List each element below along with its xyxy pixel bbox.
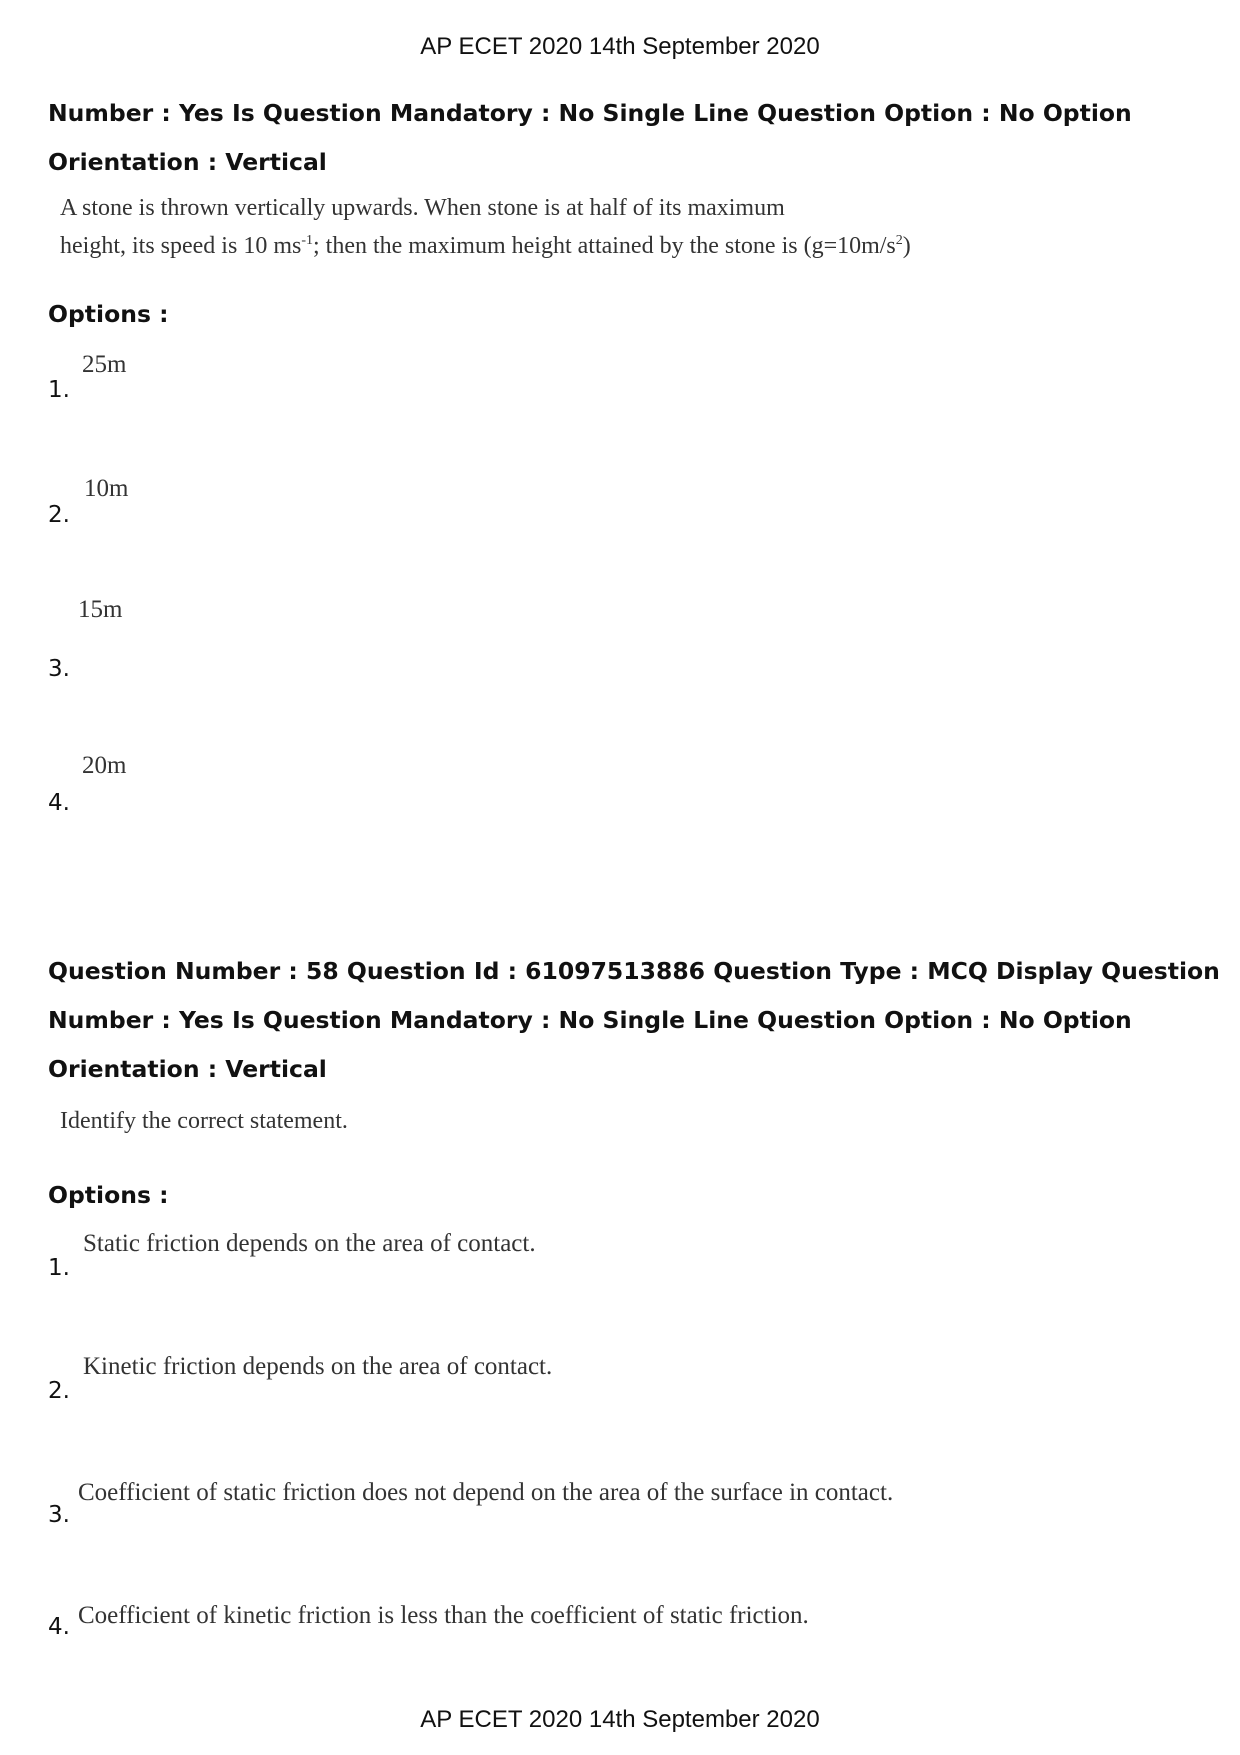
q57-options-label: Options : <box>48 300 169 328</box>
q57-question-text-line-1: A stone is thrown vertically upwards. When stone is at half of its maximum <box>60 195 785 221</box>
q57-option-3-text: 15m <box>78 596 123 623</box>
q58-option-1-number: 1. <box>48 1255 70 1281</box>
q57-question-text-line-2 <box>60 233 911 260</box>
q58-options-label: Options : <box>48 1181 169 1209</box>
q58-meta-line-1: Question Number : 58 Question Id : 61097513886 Question Type : MCQ Display Question <box>48 957 1220 985</box>
q58-option-4-text: Coefficient of kinetic friction is less than the coefficient of static friction. <box>78 1602 809 1629</box>
page-header: AP ECET 2020 14th September 2020 <box>420 33 820 60</box>
q58-option-3-number: 3. <box>48 1502 70 1528</box>
q58-meta-line-2: Number : Yes Is Question Mandatory : No Single Line Question Option : No Option <box>48 1006 1132 1034</box>
q58-option-4-number: 4. <box>48 1614 70 1640</box>
q57-option-4-text: 20m <box>82 752 127 779</box>
q57-option-2-text: 10m <box>84 475 129 502</box>
q58-option-3-text: Coefficient of static friction does not depend on the area of the surface in contact. <box>78 1479 894 1506</box>
q58-question-text: Identify the correct statement. <box>60 1108 348 1134</box>
q58-option-2-number: 2. <box>48 1378 70 1404</box>
q57-option-2-number: 2. <box>48 502 70 528</box>
q58-option-2-text: Kinetic friction depends on the area of contact. <box>83 1353 553 1380</box>
q58-option-1-text: Static friction depends on the area of contact. <box>83 1230 536 1257</box>
q57-text-part-c: ) <box>902 233 911 259</box>
q57-option-3-number: 3. <box>48 656 70 682</box>
q57-option-1-number: 1. <box>48 377 70 403</box>
q57-meta-line-1: Number : Yes Is Question Mandatory : No Single Line Question Option : No Option <box>48 99 1132 127</box>
q57-text-part-a: height, its speed is 10 ms <box>60 233 302 259</box>
q57-text-part-b: ; then the maximum height attained by the stone is (g=10m/s <box>313 233 896 259</box>
q57-meta-line-2: Orientation : Vertical <box>48 148 327 176</box>
q58-meta-line-3: Orientation : Vertical <box>48 1055 327 1083</box>
q57-superscript-2: 2 <box>895 233 903 248</box>
page-footer: AP ECET 2020 14th September 2020 <box>420 1706 820 1733</box>
q57-option-1-text: 25m <box>82 351 127 378</box>
q57-superscript-1: -1 <box>301 233 313 248</box>
q57-option-4-number: 4. <box>48 790 70 816</box>
